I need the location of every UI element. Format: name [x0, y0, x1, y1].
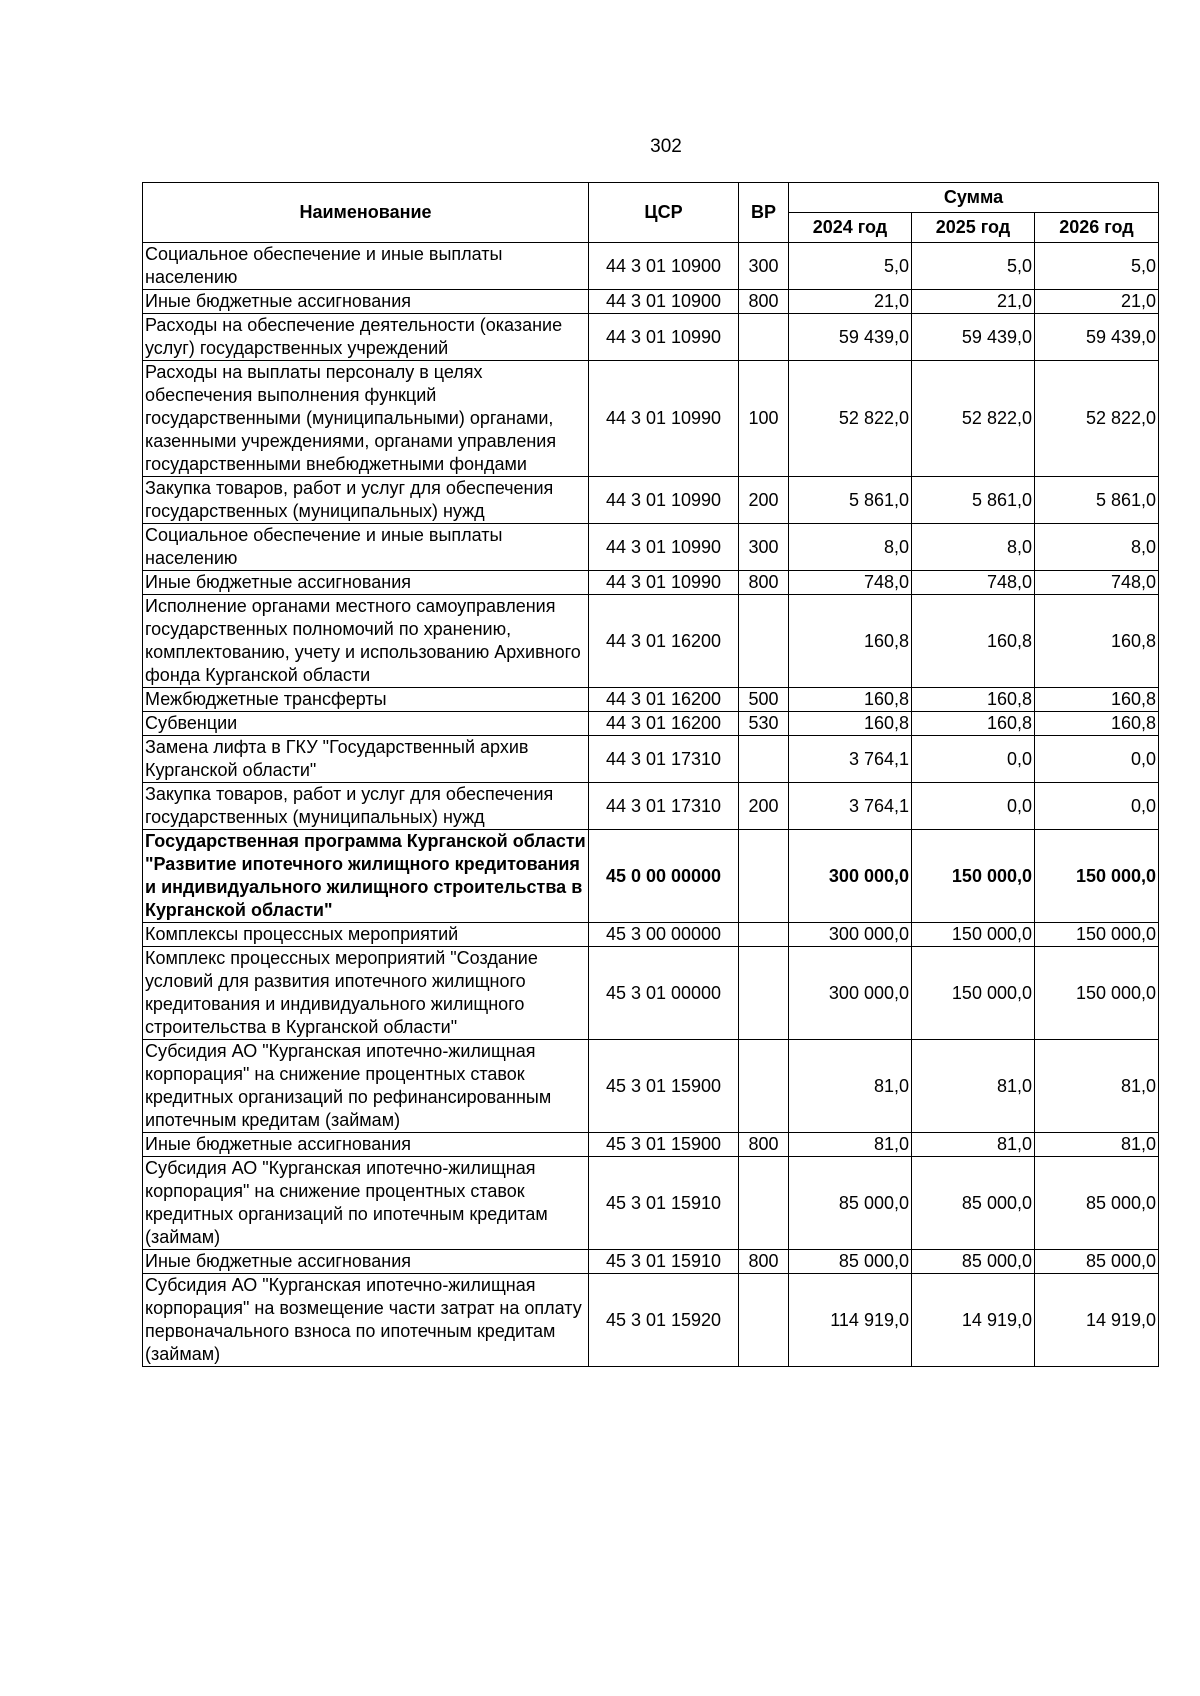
row-sum-2026: 52 822,0: [1035, 361, 1159, 477]
row-vr: [739, 736, 789, 783]
row-sum-2026: 85 000,0: [1035, 1250, 1159, 1274]
row-sum-2026: 5 861,0: [1035, 477, 1159, 524]
row-name: Закупка товаров, работ и услуг для обеспечения государственных (муниципальных) нужд: [143, 783, 589, 830]
row-sum-2025: 52 822,0: [912, 361, 1035, 477]
row-name: Субсидия АО "Курганская ипотечно-жилищная корпорация" на снижение процентных ставок кредитных организаций по ипотечным кредитам (займам): [143, 1157, 589, 1250]
row-name: Исполнение органами местного самоуправления государственных полномочий по хранению, комплектованию, учету и использованию Архивного фонда Курганской области: [143, 595, 589, 688]
page-number: 302: [650, 136, 682, 157]
row-vr: 800: [739, 290, 789, 314]
header-year-2025: 2025 год: [912, 213, 1035, 243]
row-vr: 200: [739, 783, 789, 830]
row-vr: [739, 947, 789, 1040]
table-row: [143, 595, 1159, 688]
table-row: [143, 477, 1159, 524]
row-sum-2026: 160,8: [1035, 712, 1159, 736]
row-name: Межбюджетные трансферты: [143, 688, 589, 712]
row-name: Расходы на выплаты персоналу в целях обеспечения выполнения функций государственными (муниципальными) органами, казенными учреждениями, органами управления государственными внебюджетными фондами: [143, 361, 589, 477]
row-name: Иные бюджетные ассигнования: [143, 571, 589, 595]
table-row: [143, 736, 1159, 783]
row-sum-2025: 0,0: [912, 783, 1035, 830]
row-sum-2025: 0,0: [912, 736, 1035, 783]
row-sum-2026: 0,0: [1035, 736, 1159, 783]
row-csr: 45 3 01 00000: [589, 947, 739, 1040]
row-sum-2026: 8,0: [1035, 524, 1159, 571]
row-sum-2026: 81,0: [1035, 1040, 1159, 1133]
row-sum-2024: 300 000,0: [789, 830, 912, 923]
table-row: [143, 783, 1159, 830]
row-sum-2025: 150 000,0: [912, 923, 1035, 947]
header-vr: ВР: [739, 183, 789, 243]
row-sum-2024: 160,8: [789, 595, 912, 688]
row-sum-2025: 85 000,0: [912, 1250, 1035, 1274]
row-sum-2024: 3 764,1: [789, 736, 912, 783]
row-name: Субсидия АО "Курганская ипотечно-жилищная корпорация" на снижение процентных ставок кредитных организаций по рефинансированным ипотечным кредитам (займам): [143, 1040, 589, 1133]
row-sum-2025: 160,8: [912, 712, 1035, 736]
table-row: [143, 688, 1159, 712]
row-vr: 800: [739, 571, 789, 595]
row-csr: 44 3 01 16200: [589, 688, 739, 712]
row-csr: 44 3 01 16200: [589, 595, 739, 688]
row-sum-2026: 150 000,0: [1035, 947, 1159, 1040]
row-vr: 300: [739, 524, 789, 571]
row-sum-2024: 748,0: [789, 571, 912, 595]
row-sum-2026: 14 919,0: [1035, 1274, 1159, 1367]
row-name: Закупка товаров, работ и услуг для обеспечения государственных (муниципальных) нужд: [143, 477, 589, 524]
row-csr: 45 3 01 15900: [589, 1040, 739, 1133]
header-year-2024: 2024 год: [789, 213, 912, 243]
table-row: [143, 1274, 1159, 1367]
row-sum-2024: 8,0: [789, 524, 912, 571]
row-sum-2026: 748,0: [1035, 571, 1159, 595]
row-name: Государственная программа Курганской области "Развитие ипотечного жилищного кредитования и индивидуального жилищного строительства в Курганской области": [143, 830, 589, 923]
row-sum-2025: 150 000,0: [912, 947, 1035, 1040]
row-sum-2026: 160,8: [1035, 688, 1159, 712]
row-csr: 44 3 01 10900: [589, 243, 739, 290]
row-csr: 45 0 00 00000: [589, 830, 739, 923]
table-row: [143, 290, 1159, 314]
row-sum-2026: 160,8: [1035, 595, 1159, 688]
row-csr: 44 3 01 10990: [589, 361, 739, 477]
table-row: [143, 830, 1159, 923]
row-name: Комплексы процессных мероприятий: [143, 923, 589, 947]
row-sum-2026: 85 000,0: [1035, 1157, 1159, 1250]
row-sum-2024: 160,8: [789, 712, 912, 736]
table-row: [143, 314, 1159, 361]
row-name: Субсидия АО "Курганская ипотечно-жилищная корпорация" на возмещение части затрат на оплату первоначального взноса по ипотечным кредитам (займам): [143, 1274, 589, 1367]
row-name: Субвенции: [143, 712, 589, 736]
row-sum-2026: 0,0: [1035, 783, 1159, 830]
row-csr: 44 3 01 10990: [589, 314, 739, 361]
row-sum-2025: 5,0: [912, 243, 1035, 290]
row-sum-2025: 8,0: [912, 524, 1035, 571]
row-sum-2024: 81,0: [789, 1040, 912, 1133]
row-vr: 500: [739, 688, 789, 712]
row-sum-2024: 300 000,0: [789, 947, 912, 1040]
row-vr: 200: [739, 477, 789, 524]
row-vr: [739, 923, 789, 947]
row-sum-2026: 81,0: [1035, 1133, 1159, 1157]
row-csr: 44 3 01 10900: [589, 290, 739, 314]
row-vr: [739, 830, 789, 923]
row-name: Комплекс процессных мероприятий "Создание условий для развития ипотечного жилищного кредитования и индивидуального жилищного строительства в Курганской области": [143, 947, 589, 1040]
row-sum-2026: 150 000,0: [1035, 923, 1159, 947]
row-sum-2025: 81,0: [912, 1133, 1035, 1157]
row-sum-2026: 21,0: [1035, 290, 1159, 314]
row-sum-2026: 59 439,0: [1035, 314, 1159, 361]
row-sum-2025: 5 861,0: [912, 477, 1035, 524]
row-name: Социальное обеспечение и иные выплаты населению: [143, 524, 589, 571]
row-name: Социальное обеспечение и иные выплаты населению: [143, 243, 589, 290]
row-vr: 100: [739, 361, 789, 477]
row-sum-2024: 85 000,0: [789, 1157, 912, 1250]
row-sum-2025: 21,0: [912, 290, 1035, 314]
row-csr: 44 3 01 10990: [589, 477, 739, 524]
row-name: Замена лифта в ГКУ "Государственный архив Курганской области": [143, 736, 589, 783]
row-sum-2024: 81,0: [789, 1133, 912, 1157]
table-row: [143, 923, 1159, 947]
row-vr: 300: [739, 243, 789, 290]
row-sum-2024: 160,8: [789, 688, 912, 712]
table-row: [143, 361, 1159, 477]
row-name: Расходы на обеспечение деятельности (оказание услуг) государственных учреждений: [143, 314, 589, 361]
row-vr: [739, 1157, 789, 1250]
row-name: Иные бюджетные ассигнования: [143, 1133, 589, 1157]
row-sum-2025: 150 000,0: [912, 830, 1035, 923]
row-sum-2024: 52 822,0: [789, 361, 912, 477]
row-vr: [739, 1040, 789, 1133]
table-row: [143, 1133, 1159, 1157]
budget-table: [142, 182, 1159, 1367]
row-csr: 44 3 01 17310: [589, 736, 739, 783]
row-sum-2024: 5,0: [789, 243, 912, 290]
row-sum-2024: 21,0: [789, 290, 912, 314]
row-sum-2026: 150 000,0: [1035, 830, 1159, 923]
row-csr: 44 3 01 16200: [589, 712, 739, 736]
table-row: [143, 947, 1159, 1040]
row-vr: [739, 595, 789, 688]
row-csr: 45 3 01 15910: [589, 1250, 739, 1274]
row-csr: 44 3 01 10990: [589, 524, 739, 571]
row-sum-2024: 3 764,1: [789, 783, 912, 830]
header-name: Наименование: [143, 183, 589, 243]
row-csr: 44 3 01 10990: [589, 571, 739, 595]
row-sum-2024: 5 861,0: [789, 477, 912, 524]
table-row: [143, 243, 1159, 290]
row-sum-2024: 300 000,0: [789, 923, 912, 947]
row-vr: [739, 1274, 789, 1367]
table-row: [143, 712, 1159, 736]
row-sum-2025: 81,0: [912, 1040, 1035, 1133]
table-row: [143, 1250, 1159, 1274]
row-vr: 800: [739, 1133, 789, 1157]
row-sum-2025: 14 919,0: [912, 1274, 1035, 1367]
table-row: [143, 571, 1159, 595]
row-sum-2024: 59 439,0: [789, 314, 912, 361]
row-sum-2024: 85 000,0: [789, 1250, 912, 1274]
row-vr: 800: [739, 1250, 789, 1274]
table-row: [143, 1040, 1159, 1133]
row-csr: 45 3 01 15910: [589, 1157, 739, 1250]
row-csr: 45 3 01 15900: [589, 1133, 739, 1157]
row-name: Иные бюджетные ассигнования: [143, 1250, 589, 1274]
row-sum-2025: 160,8: [912, 688, 1035, 712]
row-csr: 44 3 01 17310: [589, 783, 739, 830]
row-sum-2025: 160,8: [912, 595, 1035, 688]
row-sum-2025: 59 439,0: [912, 314, 1035, 361]
row-sum-2025: 748,0: [912, 571, 1035, 595]
table-body: [143, 243, 1159, 1367]
header-year-2026: 2026 год: [1035, 213, 1159, 243]
row-name: Иные бюджетные ассигнования: [143, 290, 589, 314]
table-row: [143, 524, 1159, 571]
row-csr: 45 3 00 00000: [589, 923, 739, 947]
row-sum-2025: 85 000,0: [912, 1157, 1035, 1250]
table-row: [143, 1157, 1159, 1250]
header-csr: ЦСР: [589, 183, 739, 243]
row-vr: [739, 314, 789, 361]
row-csr: 45 3 01 15920: [589, 1274, 739, 1367]
header-sum: Сумма: [789, 183, 1159, 213]
row-vr: 530: [739, 712, 789, 736]
row-sum-2026: 5,0: [1035, 243, 1159, 290]
row-sum-2024: 114 919,0: [789, 1274, 912, 1367]
